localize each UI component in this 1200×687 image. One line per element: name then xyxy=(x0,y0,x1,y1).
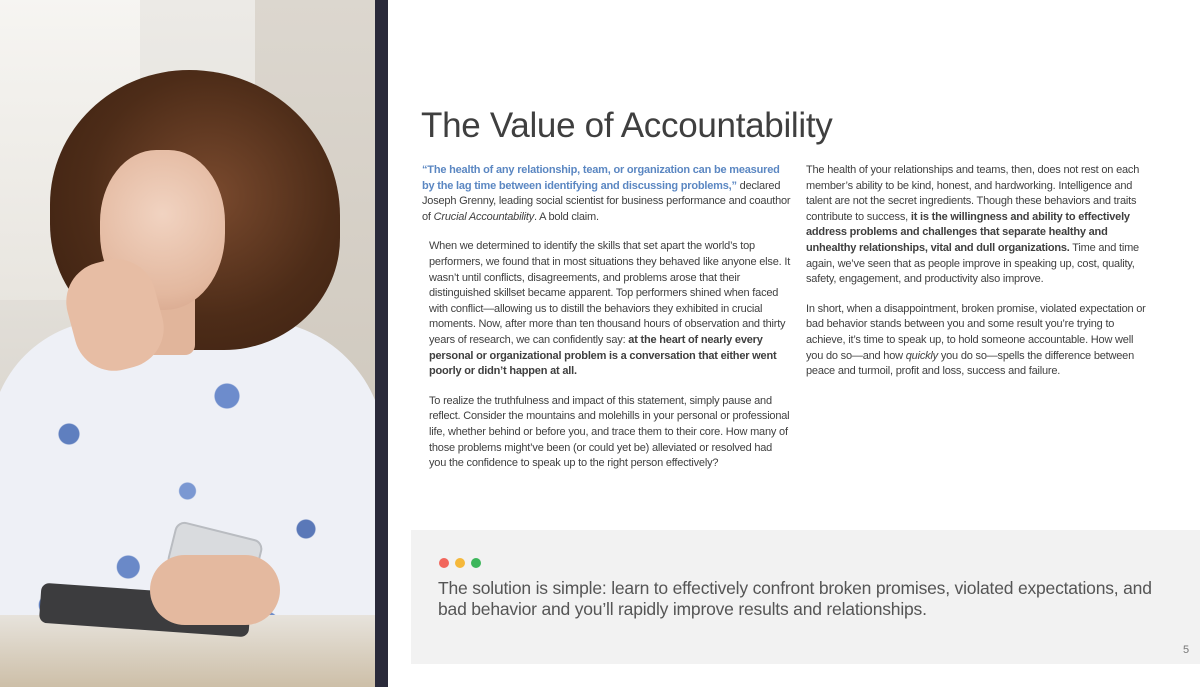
right-column xyxy=(806,163,1151,394)
paragraph-health xyxy=(806,163,1151,288)
quote-end: . A bold claim. xyxy=(534,210,599,223)
quote-text: “The health of any relationship, team, or organization can be measured by the lag time between identifying and discussing problems,” xyxy=(422,164,780,192)
paragraph-research xyxy=(422,239,792,379)
page-title: The Value of Accountability xyxy=(421,106,833,145)
page-number: 5 xyxy=(1183,644,1190,656)
callout-text: The solution is simple: learn to effectively confront broken promises, violated expectations, and bad behavior and you’ll rapidly improve results and relationships. xyxy=(438,578,1152,619)
research-text: When we determined to identify the skills that set apart the world’s top performers, we found that in most situations they behaved like anyone else. It wasn’t until conflicts, disagreements, and problems arose that their distinguished skillset became apparent. Top performers shined when faced with conflict—allowing us to distill the behaviors they exhibited in crucial moments. Now, after more than ten thousand hours of observation and thirty years of research, we can confidently say: xyxy=(429,240,791,346)
paragraph-in-short xyxy=(806,302,1151,380)
paragraph-quote xyxy=(422,163,792,225)
yellow-dot-icon xyxy=(455,558,465,568)
book-title: Crucial Accountability xyxy=(433,210,534,223)
in-short-end: you do so—spells the difference between peace and turmoil, profit and loss, success and failure. xyxy=(806,349,1135,378)
health-bold: it is the willingness and ability to effectively address problems and challenges that separate healthy and unhealthy relationships, vital and dull organizations. xyxy=(806,210,1130,254)
in-short-text: In short, when a disappointment, broken promise, violated expectation or bad behavior stands between you and some result you’re trying to achieve, it’s time to speak up, to hold someone accountable. How well you do so—and how xyxy=(806,302,1146,362)
in-short-italic: quickly xyxy=(905,349,938,362)
quote-attribution: declared Joseph Grenny, leading social scientist for business performance and coauthor of xyxy=(422,179,791,223)
reflect-text: To realize the truthfulness and impact of this statement, simply pause and reflect. Consider the mountains and molehills in your personal or professional life, whether behind or before you, and trace them to their core. How many of those problems might’ve been (or could yet be) alleviated or resolved had you the confidence to speak up to the right person effectively? xyxy=(429,394,790,470)
photo-hand-holding-phone xyxy=(150,555,280,625)
left-column xyxy=(422,163,792,486)
callout-dots xyxy=(439,558,481,568)
paragraph-reflect xyxy=(422,394,792,472)
callout-box xyxy=(411,530,1200,664)
research-bold: at the heart of nearly every personal or organizational problem is a conversation that either went poorly or didn’t happen at all. xyxy=(429,333,777,378)
hero-photo xyxy=(0,0,375,687)
green-dot-icon xyxy=(471,558,481,568)
vertical-divider xyxy=(375,0,388,687)
health-text: The health of your relationships and teams, then, does not rest on each member’s ability to be kind, honest, and hardworking. Intelligence and talent are not the secret ingredients. Though these behaviors and traits contribute to success, xyxy=(806,164,1140,223)
health-end: Time and time again, we’ve seen that as people improve in speaking up, cost, quality, safety, engagement, and productivity also improve. xyxy=(806,241,1139,286)
red-dot-icon xyxy=(439,558,449,568)
